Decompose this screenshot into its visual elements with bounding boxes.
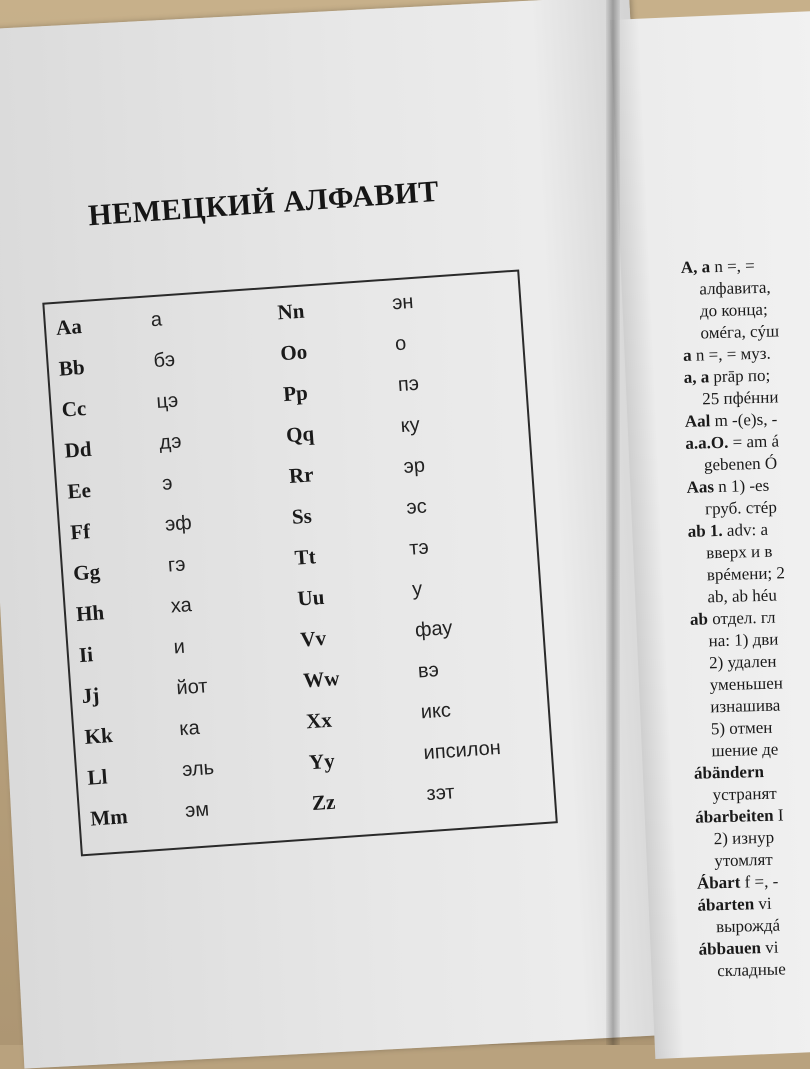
dictionary-column: [681, 253, 810, 982]
alphabet-letter: Kk: [83, 722, 114, 749]
alphabet-letter: Mm: [89, 804, 129, 831]
dictionary-line: [697, 869, 810, 895]
letter-name: эр: [402, 454, 426, 478]
letter-name: вэ: [417, 659, 440, 683]
alphabet-row: [89, 798, 210, 832]
alphabet-row: [285, 413, 421, 448]
letter-name: эль: [181, 756, 215, 782]
alphabet-row: [305, 699, 452, 735]
alphabet-letter: Rr: [288, 462, 315, 488]
dictionary-line: [689, 583, 810, 609]
alphabet-row: [276, 290, 415, 326]
dictionary-text: уменьшен: [709, 673, 784, 695]
alphabet-row: [75, 594, 193, 627]
dictionary-headword: a, a: [683, 367, 710, 387]
letter-name: ха: [170, 594, 193, 618]
dictionary-line: [698, 935, 810, 961]
dictionary-headword: ab 1.: [687, 520, 723, 541]
dictionary-line: [689, 561, 810, 587]
alphabet-letter: Ss: [290, 503, 313, 529]
letter-name: ипсилон: [422, 736, 502, 765]
dictionary-line: [685, 407, 810, 433]
dictionary-text: = am á: [728, 431, 780, 452]
alphabet-letter: Xx: [305, 707, 333, 734]
dictionary-text: prāp по;: [708, 365, 771, 387]
alphabet-letter: Ww: [302, 666, 341, 693]
alphabet-row: [80, 675, 209, 709]
letter-name: гэ: [167, 553, 187, 577]
dictionary-text: n =, = муз.: [691, 343, 771, 365]
dictionary-line: [698, 913, 810, 939]
dictionary-text: adv: a: [722, 519, 769, 540]
dictionary-text: n 1) -es: [713, 475, 770, 497]
dictionary-line: [686, 473, 810, 499]
letter-name: а: [150, 308, 163, 332]
alphabet-letter: Zz: [311, 789, 336, 816]
letter-name: йот: [175, 675, 209, 700]
alphabet-row: [299, 616, 454, 653]
dictionary-headword: Ábart: [696, 872, 741, 893]
dictionary-line: [694, 781, 810, 807]
dictionary-line: [691, 671, 810, 697]
alphabet-row: [55, 308, 163, 341]
dictionary-text: 5) отмен: [710, 717, 773, 739]
letter-name: эф: [164, 511, 193, 536]
alphabet-letter: Vv: [299, 625, 327, 652]
dictionary-line: [682, 319, 810, 345]
dictionary-headword: A, a: [680, 257, 711, 277]
dictionary-text: шение де: [711, 739, 779, 761]
dictionary-line: [693, 715, 810, 741]
dictionary-line: [687, 517, 810, 543]
dictionary-line: [685, 429, 810, 455]
alphabet-row: [302, 659, 440, 693]
letter-name: зэт: [425, 781, 456, 806]
alphabet-row: [86, 756, 215, 790]
alphabet-letter: Aa: [55, 314, 83, 340]
dictionary-text: 2) удален: [708, 651, 777, 673]
letter-name: у: [411, 578, 423, 601]
dictionary-text: n =, =: [709, 256, 755, 277]
alphabet-row: [83, 716, 201, 750]
dictionary-line: [694, 759, 810, 785]
letter-name: ка: [178, 716, 201, 741]
dictionary-line: [699, 957, 810, 983]
dictionary-text: груб. стéр: [704, 497, 778, 519]
dictionary-text: алфавита,: [699, 277, 771, 299]
alphabet-row: [282, 372, 420, 408]
dictionary-text: вверх и в: [706, 541, 773, 563]
dictionary-headword: ábbauen: [698, 938, 762, 959]
dictionary-line: [684, 385, 810, 411]
dictionary-line: [686, 451, 810, 477]
dictionary-text: складные: [716, 959, 787, 981]
dictionary-line: [692, 693, 810, 719]
letter-name: эм: [184, 798, 210, 823]
letter-name: фау: [414, 616, 454, 642]
alphabet-letter: Bb: [58, 355, 86, 381]
alphabet-letter: Ff: [69, 519, 91, 545]
letter-name: тэ: [408, 536, 430, 560]
dictionary-line: [690, 627, 810, 653]
dictionary-text: m -(e)s, -: [710, 409, 778, 431]
alphabet-row: [308, 736, 502, 776]
dictionary-text: 25 пфéнни: [701, 387, 779, 409]
alphabet-row: [58, 348, 176, 382]
dictionary-headword: ab: [689, 609, 709, 629]
letter-name: икс: [420, 699, 452, 724]
alphabet-table: [42, 269, 558, 856]
dictionary-headword: a.a.O.: [685, 432, 729, 453]
letter-name: дэ: [158, 430, 183, 454]
dictionary-text: изнашива: [710, 695, 781, 717]
dictionary-headword: ábarbeiten: [694, 805, 774, 827]
dictionary-line: [695, 825, 810, 851]
alphabet-letter: Tt: [293, 544, 317, 570]
dictionary-line: [690, 605, 810, 631]
alphabet-letter: Ii: [78, 642, 94, 668]
alphabet-letter: Pp: [282, 380, 309, 407]
letter-name: эс: [405, 495, 428, 519]
dictionary-text: вырождá: [715, 915, 781, 937]
dictionary-line: [683, 341, 810, 367]
letter-name: э: [161, 472, 174, 495]
alphabet-letter: Yy: [308, 748, 336, 775]
letter-name: и: [172, 635, 186, 659]
dictionary-headword: Aal: [684, 411, 711, 431]
alphabet-letter: Oo: [279, 339, 309, 366]
letter-name: о: [394, 332, 407, 356]
dictionary-text: устранят: [712, 783, 777, 805]
dictionary-line: [693, 737, 810, 763]
alphabet-row: [72, 553, 187, 586]
dictionary-text: утомлят: [714, 849, 773, 871]
dictionary-text: gebenen Ó: [703, 453, 778, 475]
dictionary-line: [683, 363, 810, 389]
dictionary-text: омéга, сýш: [700, 321, 780, 343]
alphabet-letter: Dd: [63, 436, 93, 463]
letter-name: цэ: [155, 389, 179, 414]
dictionary-headword: ábändern: [693, 761, 765, 783]
alphabet-row: [296, 578, 423, 612]
alphabet-row: [60, 389, 179, 423]
alphabet-letter: Qq: [285, 421, 315, 448]
dictionary-text: врéмени; 2: [706, 563, 786, 585]
dictionary-text: до конца;: [699, 299, 768, 321]
dictionary-text: I: [773, 805, 784, 825]
letter-name: бэ: [152, 348, 176, 373]
alphabet-row: [279, 332, 407, 366]
alphabet-letter: Nn: [276, 298, 306, 325]
dictionary-text: отдел. гл: [707, 607, 776, 629]
alphabet-row: [63, 430, 183, 464]
alphabet-letter: Ll: [86, 764, 109, 790]
dictionary-text: vi: [760, 937, 779, 958]
dictionary-headword: Aas: [686, 477, 715, 497]
page-title: НЕМЕЦКИЙ АЛФАВИТ: [87, 174, 441, 233]
alphabet-letter: Ee: [66, 477, 92, 504]
alphabet-letter: Jj: [80, 682, 101, 708]
alphabet-row: [78, 635, 186, 668]
alphabet-row: [290, 495, 428, 530]
alphabet-row: [293, 536, 430, 570]
alphabet-row: [288, 454, 426, 489]
letter-name: эн: [391, 290, 415, 315]
alphabet-letter: Gg: [72, 559, 101, 586]
dictionary-text: f =, -: [740, 871, 779, 892]
alphabet-row: [311, 781, 456, 817]
dictionary-line: [691, 649, 810, 675]
dictionary-headword: ábarten: [697, 894, 755, 915]
dictionary-line: [695, 803, 810, 829]
letter-name: пэ: [397, 372, 420, 397]
dictionary-line: [687, 495, 810, 521]
dictionary-headword: a: [682, 345, 692, 365]
letter-name: ку: [399, 413, 421, 438]
alphabet-row: [66, 472, 174, 505]
dictionary-line: [688, 539, 810, 565]
dictionary-text: 2) изнур: [713, 827, 775, 849]
alphabet-letter: Hh: [75, 600, 105, 627]
alphabet-row: [69, 511, 193, 545]
alphabet-letter: Cc: [60, 396, 88, 422]
dictionary-text: vi: [753, 893, 772, 914]
dictionary-line: [697, 891, 810, 917]
dictionary-line: [696, 847, 810, 873]
dictionary-text: ab, ab héu: [707, 585, 778, 607]
dictionary-text: на: 1) дви: [708, 629, 779, 651]
alphabet-letter: Uu: [296, 584, 326, 611]
